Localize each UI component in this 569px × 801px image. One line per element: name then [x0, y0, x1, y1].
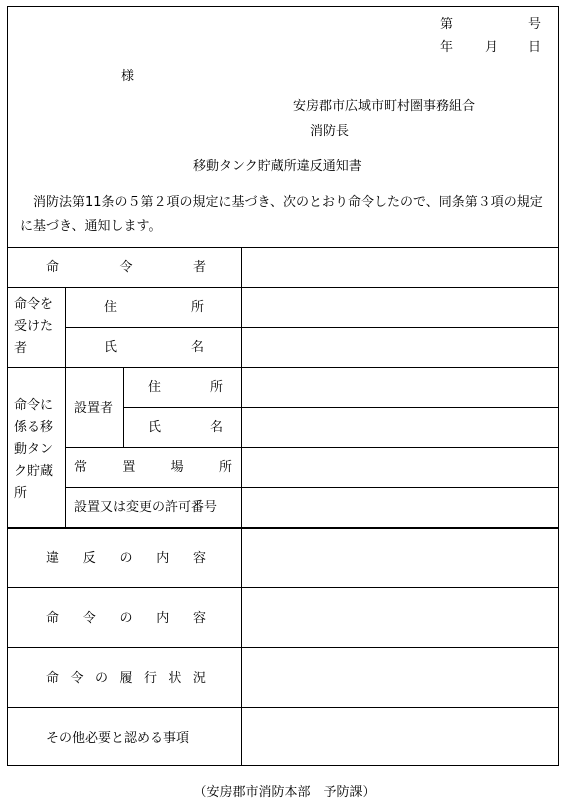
order-issuer-char: 者 [192, 260, 206, 275]
violation-char: 違 [46, 551, 60, 566]
order-issuer-label [46, 261, 206, 274]
recipient-group-divider [65, 287, 66, 367]
violation-char: 内 [156, 551, 170, 566]
compliance-char: 命 [46, 671, 60, 686]
recipient-name-char: 氏 [104, 340, 118, 355]
parking-place-label [74, 461, 232, 474]
order-details-char: 命 [46, 611, 60, 626]
compliance-status-label [46, 672, 206, 685]
installer-label: 設置者 [74, 401, 114, 416]
compliance-char: 況 [192, 671, 206, 686]
parking-place-char: 所 [218, 460, 232, 475]
recipient-name-char: 名 [190, 340, 204, 355]
compliance-char: 行 [143, 671, 157, 686]
installer-address-char: 所 [209, 380, 223, 395]
table-line [8, 287, 558, 288]
permit-number-label: 設置又は変更の許可番号 [74, 500, 218, 515]
installer-address-char: 住 [148, 380, 162, 395]
order-details-char: 内 [156, 611, 170, 626]
other-matters-label: その他必要と認める事項 [46, 731, 190, 746]
parking-place-char: 常 [74, 460, 88, 475]
order-details-char: 容 [192, 611, 206, 626]
compliance-char: 令 [70, 671, 84, 686]
table-line [8, 707, 558, 708]
table-line [65, 327, 558, 328]
violation-char: 反 [82, 551, 96, 566]
facility-group-divider [65, 367, 66, 527]
issuer-title: 消防長 [310, 124, 350, 139]
facility-group-label: 命令に係る移動タンク貯蔵所 [14, 398, 54, 501]
installer-name-char: 氏 [148, 420, 162, 435]
recipient-address-label [104, 301, 204, 314]
parking-place-char: 置 [122, 460, 136, 475]
value-column-divider [241, 247, 242, 765]
table-line [65, 487, 558, 488]
order-issuer-char: 命 [46, 260, 60, 275]
recipient-address-char: 所 [190, 300, 204, 315]
number-suffix: 号 [528, 17, 542, 32]
violation-char: 容 [192, 551, 206, 566]
recipient-address-char: 住 [104, 300, 118, 315]
issuer-org: 安房郡市広域市町村圏事務組合 [293, 99, 476, 114]
document-title: 移動タンク貯蔵所違反通知書 [193, 159, 362, 174]
date-day: 日 [528, 40, 542, 55]
recipient-group-label: 命令を受けた者 [14, 297, 54, 356]
parking-place-char: 場 [170, 460, 184, 475]
document-body: 消防法第11条の５第２項の規定に基づき、次のとおり命令したので、同条第３項の規定に基づき、通知します。 [20, 195, 543, 234]
installer-address-label [148, 381, 223, 394]
recipient-name-label [104, 341, 204, 354]
footer-department: （安房郡市消防本部 予防課） [193, 785, 376, 800]
installer-divider [123, 367, 124, 447]
violation-details-label [46, 552, 206, 565]
installer-name-char: 名 [209, 420, 223, 435]
date-year: 年 [440, 40, 454, 55]
date-month: 月 [485, 40, 499, 55]
table-line [65, 447, 558, 448]
compliance-char: 状 [168, 671, 182, 686]
order-details-char: 令 [82, 611, 96, 626]
table-top-line [8, 247, 558, 248]
table-line [123, 407, 558, 408]
table-double-line [8, 527, 558, 529]
violation-char: の [119, 551, 133, 566]
addressee-suffix: 様 [121, 69, 135, 84]
compliance-char: の [94, 671, 108, 686]
installer-name-label [148, 421, 223, 434]
order-issuer-char: 令 [119, 260, 133, 275]
number-label: 第 [440, 17, 454, 32]
table-line [8, 587, 558, 588]
document-frame [7, 6, 559, 766]
order-details-label [46, 612, 206, 625]
table-line [8, 647, 558, 648]
compliance-char: 履 [119, 671, 133, 686]
order-details-char: の [119, 611, 133, 626]
table-line [8, 367, 558, 368]
